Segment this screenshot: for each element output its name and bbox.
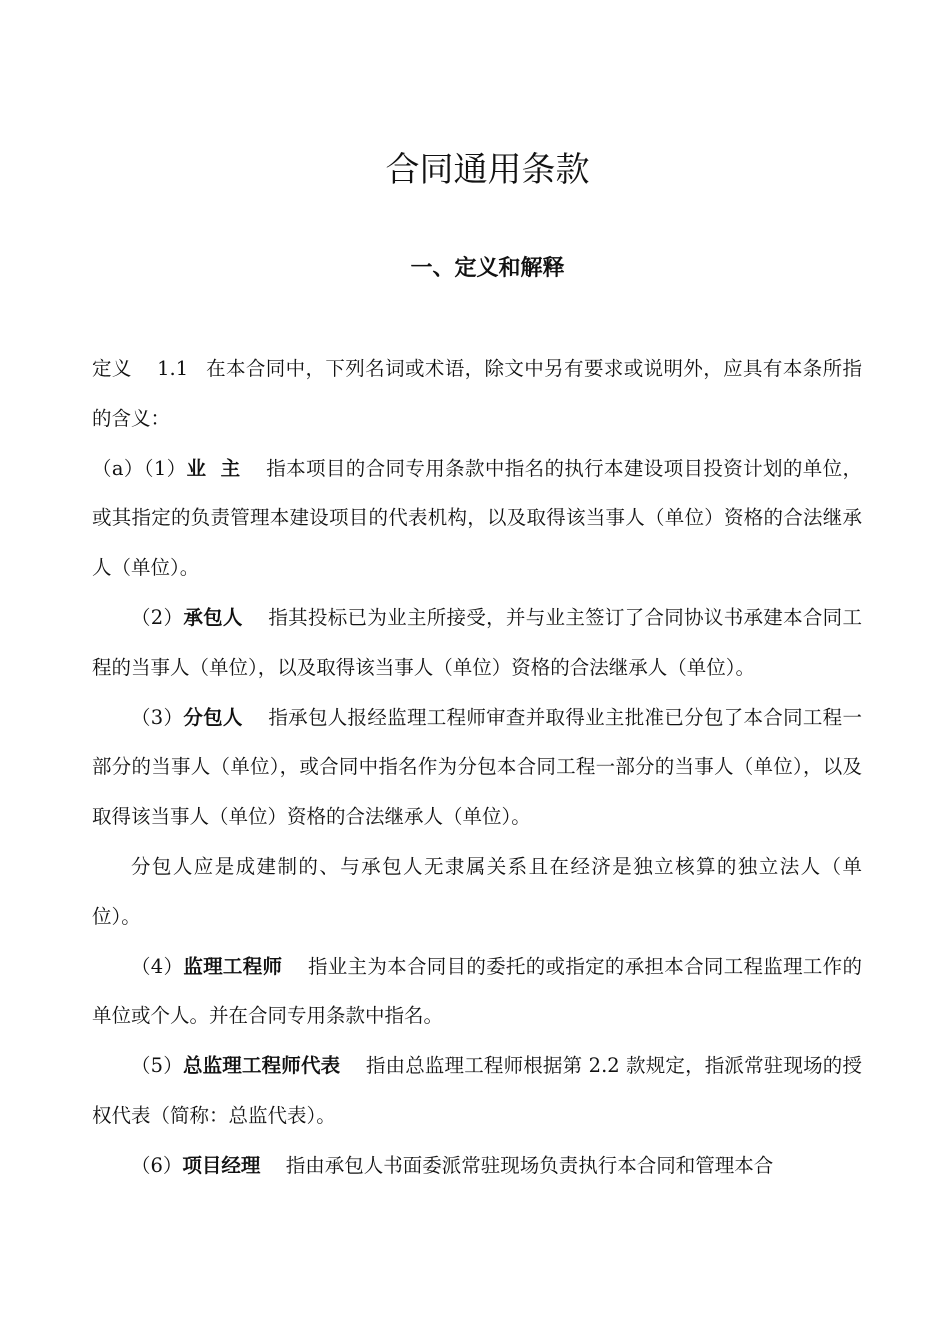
item-term: 业 主 bbox=[186, 456, 241, 480]
definition-item-chief-engineer-rep bbox=[92, 1041, 862, 1141]
item-term: 承包人 bbox=[183, 605, 243, 629]
item-term: 监理工程师 bbox=[183, 954, 283, 978]
definition-intro-paragraph bbox=[92, 344, 862, 444]
definition-item-owner bbox=[92, 444, 862, 593]
item-text: 分包人应是成建制的、与承包人无隶属关系且在经济是独立核算的独立法人（单位）。 bbox=[92, 854, 862, 928]
section-heading: 一、定义和解释 bbox=[410, 256, 565, 281]
clause-number: 1.1 bbox=[157, 357, 189, 380]
item-term: 分包人 bbox=[183, 705, 243, 729]
definition-item-subcontractor bbox=[92, 693, 862, 842]
document-title: 合同通用条款 bbox=[385, 150, 590, 190]
definition-item-supervising-engineer bbox=[92, 942, 862, 1042]
item-prefix: （4） bbox=[131, 954, 184, 978]
item-prefix: （2） bbox=[131, 605, 184, 629]
item-term: 项目经理 bbox=[182, 1153, 261, 1177]
definition-intro-text: 在本合同中，下列名词或术语，除文中另有要求或说明外，应具有本条所指的含义： bbox=[92, 357, 862, 430]
definition-item-contractor bbox=[92, 593, 862, 693]
subcontractor-note-paragraph bbox=[92, 842, 862, 942]
item-prefix: （6） bbox=[131, 1153, 183, 1177]
item-text: 指由总监理工程师根据第 2.2 款规定，指派常驻现场的授权代表（简称：总监代表）。 bbox=[92, 1054, 862, 1127]
definition-item-project-manager bbox=[92, 1141, 862, 1191]
item-text: 指其投标已为业主所接受，并与业主签订了合同协议书承建本合同工程的当事人（单位），以及取得该当事人（单位）资格的合法继承人（单位）。 bbox=[92, 605, 862, 679]
item-prefix: （a）（1） bbox=[92, 456, 187, 480]
item-term: 总监理工程师代表 bbox=[182, 1054, 341, 1078]
item-text: 指业主为本合同目的委托的或指定的承担本合同工程监理工作的单位或个人。并在合同专用条款中指名。 bbox=[92, 954, 862, 1028]
definition-label: 定义 bbox=[92, 357, 132, 380]
item-text: 指本项目的合同专用条款中指名的执行本建设项目投资计划的单位，或其指定的负责管理本建设项目的代表机构，以及取得该当事人（单位）资格的合法继承人（单位）。 bbox=[92, 456, 862, 580]
item-text: 指承包人报经监理工程师审查并取得业主批准已分包了本合同工程一部分的当事人（单位），或合同中指名作为分包本合同工程一部分的当事人（单位），以及取得该当事人（单位）资格的合法继承人（单位）。 bbox=[92, 705, 862, 829]
document-body bbox=[92, 344, 862, 1191]
item-text: 指由承包人书面委派常驻现场负责执行本合同和管理本合 bbox=[285, 1153, 774, 1177]
item-prefix: （5） bbox=[131, 1054, 183, 1078]
item-prefix: （3） bbox=[131, 705, 184, 729]
